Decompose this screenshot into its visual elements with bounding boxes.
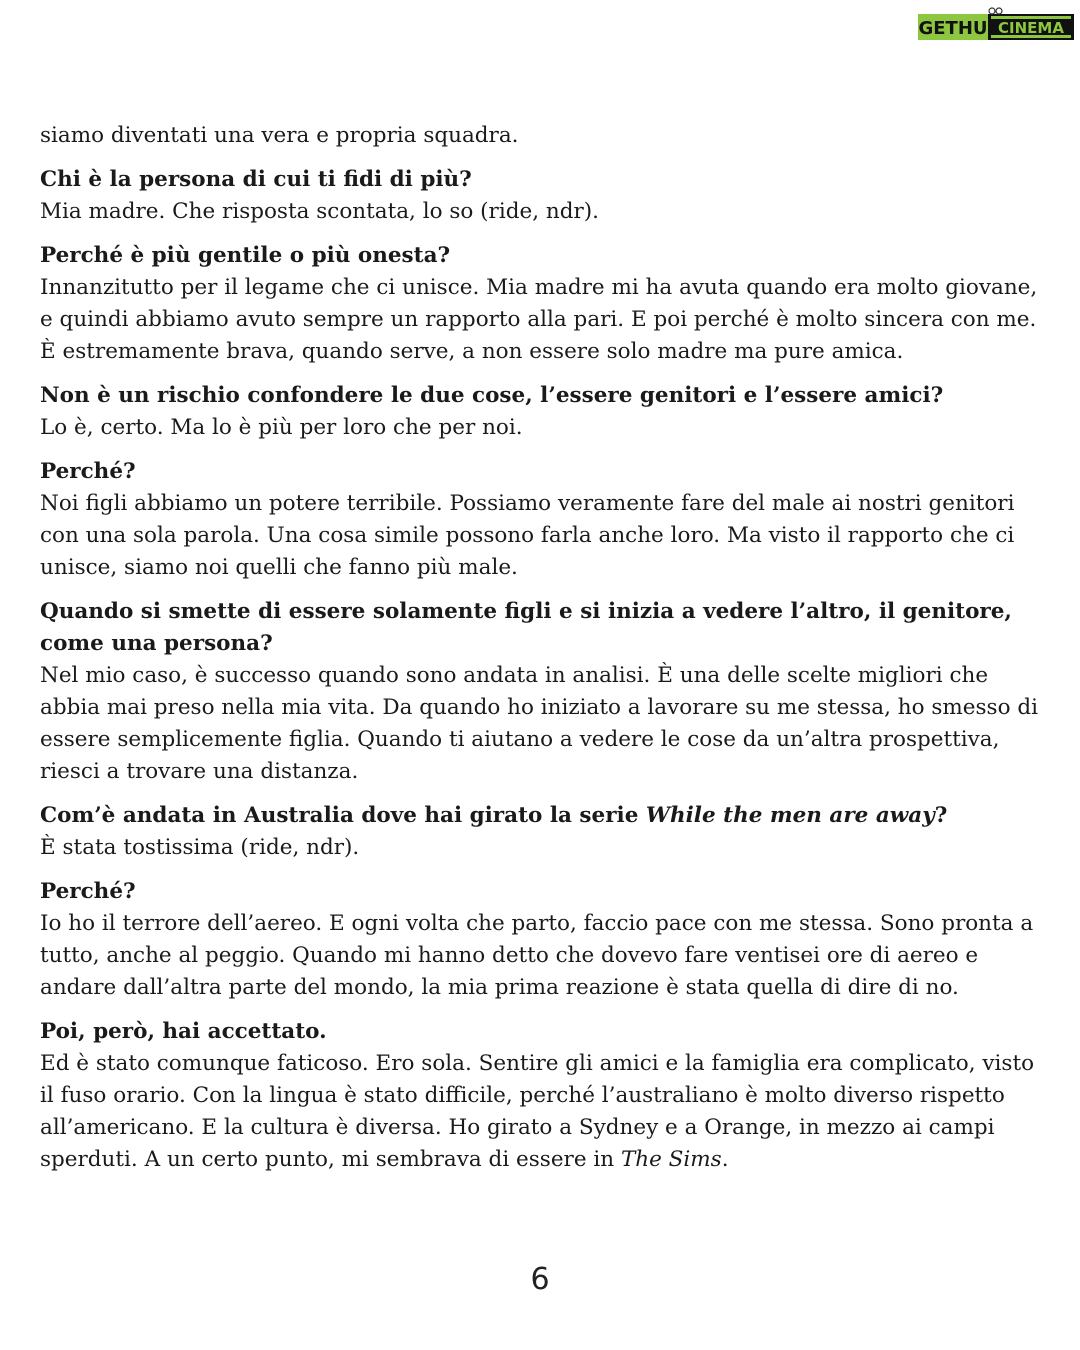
answer: Innanzitutto per il legame che ci unisce. Mia madre mi ha avuta quando era molto giovane, e quindi abbiamo avuto sempre un rapporto alla pari. E poi perché è molto sincera con me. È estremamente brava, quando serve, a non essere solo madre ma pure amica.	[40, 275, 1038, 364]
answer: È stata tostissima (ride, ndr).	[40, 835, 360, 860]
answer: Lo è, certo. Ma lo è più per loro che per noi.	[40, 415, 523, 440]
question: Perché?	[40, 879, 136, 904]
question: Chi è la persona di cui ti fidi di più?	[40, 167, 472, 192]
qa-block	[40, 456, 1040, 584]
qa-block	[40, 240, 1040, 368]
qa-block	[40, 164, 1040, 228]
question: Quando si smette di essere solamente figli e si inizia a vedere l’altro, il genitore, come una persona?	[40, 599, 1012, 656]
answer-end: .	[721, 1147, 729, 1172]
opening-line: siamo diventati una vera e propria squadra.	[40, 123, 519, 148]
question: Poi, però, hai accettato.	[40, 1019, 327, 1044]
answer	[40, 1048, 1040, 1176]
answer-text: Ed è stato comunque faticoso. Ero sola. Sentire gli amici e la famiglia era complicato, visto il fuso orario. Con la lingua è stato difficile, perché l’australiano è molto diverso rispetto all’americano. E la cultura è diversa. Ho girato a Sydney e a Orange, in mezzo ai campi sperduti. A un certo punto, mi sembrava di essere in	[40, 1051, 1035, 1172]
question: Non è un rischio confondere le due cose, l’essere genitori e l’essere amici?	[40, 383, 944, 408]
qa-block	[40, 380, 1040, 444]
answer: Io ho il terrore dell’aereo. E ogni volta che parto, faccio pace con me stessa. Sono pronta a tutto, anche al peggio. Quando mi hanno detto che dovevo fare ventisei ore di aereo e andare dall’altra parte del mondo, la mia prima reazione è stata quella di dire di no.	[40, 911, 1034, 1000]
question-text: Com’è andata in Australia dove hai girato la serie	[40, 803, 646, 828]
qa-block	[40, 800, 1040, 864]
camera-icon	[989, 8, 1002, 14]
question-mark: ?	[934, 803, 948, 828]
answer: Noi figli abbiamo un potere terribile. Possiamo veramente fare del male ai nostri genitori con una sola parola. Una cosa simile possono farla anche loro. Ma visto il rapporto che ci unisce, siamo noi quelli che fanno più male.	[40, 491, 1015, 580]
article-body	[40, 120, 1040, 1188]
question: Perché è più gentile o più onesta?	[40, 243, 451, 268]
opening-paragraph	[40, 120, 1040, 152]
answer: Mia madre. Che risposta scontata, lo so (ride, ndr).	[40, 199, 599, 224]
question	[40, 800, 1040, 832]
qa-block	[40, 596, 1040, 788]
logo-text-gethu: GETHU	[918, 18, 988, 39]
page-number: 6	[530, 1262, 550, 1297]
qa-block	[40, 876, 1040, 1004]
qa-block	[40, 1016, 1040, 1176]
logo-text-cinema: CINEMA	[998, 19, 1064, 37]
answer: Nel mio caso, è successo quando sono andata in analisi. È una delle scelte migliori che abbia mai preso nella mia vita. Da quando ho iniziato a lavorare su me stessa, ho smesso di essere semplicemente figlia. Quando ti aiutano a vedere le cose da un’altra prospettiva, riesci a trovare una distanza.	[40, 663, 1039, 784]
question: Perché?	[40, 459, 136, 484]
game-title: The Sims	[620, 1147, 722, 1172]
series-title: While the men are away	[645, 803, 935, 828]
gethu-cinema-logo	[916, 6, 1076, 42]
